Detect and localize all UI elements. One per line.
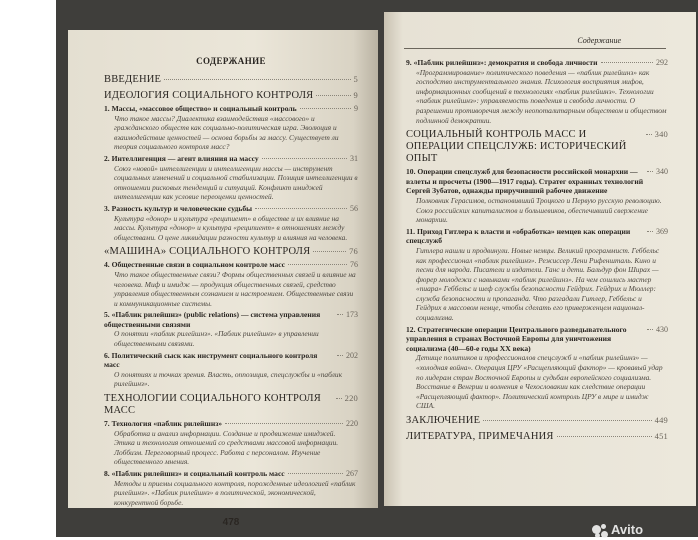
dot-leader bbox=[262, 158, 347, 159]
entry-title: ВВЕДЕНИЕ bbox=[104, 74, 162, 85]
dot-leader bbox=[337, 355, 343, 356]
entry-title: «МАШИНА» СОЦИАЛЬНОГО КОНТРОЛЯ bbox=[104, 246, 311, 258]
entry-page: 76 bbox=[350, 260, 358, 270]
toc-left bbox=[104, 56, 358, 529]
toc-section bbox=[104, 89, 358, 102]
dot-leader bbox=[316, 95, 350, 96]
toc-section bbox=[104, 73, 358, 86]
dot-leader bbox=[225, 423, 343, 424]
entry-page: 449 bbox=[654, 415, 668, 425]
dot-leader bbox=[647, 231, 653, 232]
dot-leader bbox=[300, 108, 351, 109]
entry-title: ТЕХНОЛОГИИ СОЦИАЛЬНОГО КОНТРОЛЯ МАСС bbox=[104, 393, 321, 417]
toc-chapter bbox=[406, 227, 668, 246]
entry-title: СОЦИАЛЬНЫЙ КОНТРОЛЬ МАСС И ОПЕРАЦИИ СПЕЦСЛУЖБ: ИСТОРИЧЕСКИЙ ОПЫТ bbox=[406, 129, 627, 165]
entry-title: 11. Приход Гитлера к власти и «обработка» немцев как операции спецслужб bbox=[406, 226, 631, 246]
entry-description: Детище политиков и профессионалов спецслужб и «паблик рилейшнз» — «холодная война». Операция ЦРУ «Расщепляющий фактор» — кровавый удар по лидерам стран Восточной Европы и судьбам европейского социализма. Восстание в Венгрии и волнения в Чехословакии как следствие операции «Расщепляющий фактор». Политический контроль ЦРУ в мире и имидж США. bbox=[416, 353, 663, 411]
entry-description: О понятии «паблик рилейшнз». «Паблик рилейшнз» в управлении общественными связями. bbox=[114, 329, 319, 349]
dot-leader bbox=[336, 398, 342, 399]
toc-section bbox=[406, 430, 668, 443]
dot-leader bbox=[557, 436, 652, 437]
toc-chapter bbox=[104, 104, 358, 114]
toc-section bbox=[104, 392, 358, 417]
entry-description: Что такое общественные связи? Формы общественных связей и влияние на человека. Миф и имидж — продукция общественных связей, средство управления общественным сознанием и настроением. Общественные связи и коммуникационные системы. bbox=[114, 269, 356, 308]
entry-description: Что такое массы? Диалектика взаимодействия «массового» и гражданского обществ как социально-политическая игра. Эволюция и взаимодействие ценностей — основа борьбы за массу. Существует ли теория социального контроля масс? bbox=[114, 113, 339, 152]
entry-description: О понятиях и точках зрения. Власть, оппозиция, спецслужбы и «паблик рилейшнз». bbox=[114, 369, 343, 389]
toc-section bbox=[104, 245, 358, 258]
entry-title: 3. Разность культур и человеческие судьбы bbox=[104, 203, 253, 213]
dot-leader bbox=[288, 473, 343, 474]
toc-chapter bbox=[104, 154, 358, 164]
toc-chapter bbox=[104, 204, 358, 214]
entry-title: 10. Операции спецслужб для безопасности российской монархии — взлеты и просчеты (1900—1917 годы). Стратег охранных технологий Сергей Зубатов, однажды приручивший рабочее движение bbox=[406, 167, 644, 196]
entry-description: Методы и приемы социального контроля, порожденные идеологией «паблик рилейшнз». «Паблик рилейшнз» в политической, экономической, конкурентной борьбе. bbox=[114, 478, 356, 507]
entry-title: ЗАКЛЮЧЕНИЕ bbox=[406, 415, 481, 426]
entry-page: 430 bbox=[656, 324, 668, 334]
dot-leader bbox=[483, 420, 651, 421]
entry-title: 1. Массы, «массовое общество» и социальный контроль bbox=[104, 104, 297, 113]
entry-title: 9. «Паблик рилейшнз»: демократия и свобода личности bbox=[406, 58, 598, 67]
avito-watermark bbox=[592, 522, 643, 538]
entry-page: 5 bbox=[353, 74, 358, 84]
toc-right bbox=[406, 56, 668, 445]
toc-chapter bbox=[104, 351, 358, 370]
entry-title: 7. Технология «паблик рилейшнз» bbox=[104, 419, 223, 429]
dot-leader bbox=[313, 251, 346, 252]
entry-page: 202 bbox=[346, 350, 358, 360]
entry-page: 340 bbox=[656, 167, 668, 177]
entry-page: 220 bbox=[344, 393, 358, 404]
running-head: Содержание bbox=[404, 36, 666, 49]
toc-chapter bbox=[104, 310, 358, 329]
entry-description: Полковник Герасимов, остановивший Троцкого и Первую русскую революцию. Союз российских капиталистов и большевиков, обеспечивший свержение монархии. bbox=[416, 195, 662, 225]
entry-title: 8. «Паблик рилейшнз» и социальный контроль масс bbox=[104, 469, 285, 478]
entry-page: 56 bbox=[350, 203, 358, 213]
entry-title: 6. Политический сыск как инструмент социального контроля масс bbox=[104, 350, 318, 370]
entry-page: 9 bbox=[353, 90, 358, 100]
avito-logo-icon bbox=[592, 524, 608, 538]
entry-page: 76 bbox=[349, 246, 358, 257]
dot-leader bbox=[255, 208, 347, 209]
entry-page: 451 bbox=[654, 431, 668, 441]
watermark-text: Avito bbox=[611, 522, 644, 537]
left-page bbox=[68, 30, 378, 529]
entry-page: 9 bbox=[354, 104, 358, 113]
toc-title: СОДЕРЖАНИЕ bbox=[196, 56, 266, 66]
entry-description: Обработка и анализ информации. Создание и продвижение имиджей. Этика и технология отношений со средствами массовой информации. Лоббизм. Переговорный процесс. Работа с персоналом. Изучение общественного мнения. bbox=[114, 428, 339, 467]
dot-leader bbox=[646, 134, 652, 135]
entry-title: 4. Общественные связи в социальном контроле масс bbox=[104, 260, 286, 270]
entry-page: 340 bbox=[654, 129, 668, 140]
dot-leader bbox=[164, 79, 350, 80]
right-page bbox=[384, 12, 696, 506]
toc-chapter bbox=[406, 58, 668, 68]
entry-title: 12. Стратегические операции Центрального разведывательного управления в странах Восточной Европы для уничтожения социализма (40—60-е годы XX века) bbox=[406, 324, 627, 353]
toc-chapter bbox=[104, 419, 358, 429]
entry-title: 5. «Паблик рилейшнз» (public relations) — система управления общественными связями bbox=[104, 310, 321, 329]
entry-description: Гитлера нашли и продвинули. Новые немцы. Великий программист. Геббельс как профессионал «паблик рилейшнз». Режиссер Лени Рифеншталь. Кино и песни для народа. Писатели и издатели. Ганс и дети. Бальдур фон Ширах — фюрер молодежи с навыками «паблик рилейшнз». На чем сошлись мастер «пиара» Геббельс и шеф службы безопасности Гейдрих. Гейдрих и Мюллер: служба безопасности и пропаганда. Что разгадали Гитлер, Геббельс и Гейдрих в массовом немце, чтобы сделать его приверженцем национал-социализма. bbox=[416, 245, 660, 323]
toc-chapter bbox=[406, 325, 668, 354]
entry-page: 31 bbox=[350, 153, 358, 163]
dot-leader bbox=[601, 62, 653, 63]
toc-chapter bbox=[104, 260, 358, 270]
entry-page: 173 bbox=[346, 310, 358, 320]
toc-section bbox=[406, 414, 668, 427]
entry-page: 292 bbox=[656, 58, 668, 67]
toc-chapter bbox=[406, 167, 668, 196]
dot-leader bbox=[337, 314, 343, 315]
entry-title: ЛИТЕРАТУРА, ПРИМЕЧАНИЯ bbox=[406, 431, 554, 442]
entry-description: «Программирование» политического поведения — «паблик рилейшнз» как господство инструментального знания. Психология восприятия мифов, информационных сообщений в технологиях «паблик рилейшнз». Технологии «паблик рилейшнз»: управляемость поведения и свобода личности. О разрешении противоречия между неопоталитарным обществом и обществом подлинной демократии. bbox=[416, 67, 667, 125]
entry-description: Союз «новой» интеллигенции и интеллигенции массы — инструмент социальных изменений и социальной стабилизации. Позиция интеллигенции в отношении рисковых тенденций и ситуаций. Конфликт имиджей интеллигенции как условие переоценки ценностей. bbox=[114, 163, 358, 202]
entry-page: 267 bbox=[346, 469, 358, 478]
entry-title: ИДЕОЛОГИЯ СОЦИАЛЬНОГО КОНТРОЛЯ bbox=[104, 90, 314, 101]
toc-chapter bbox=[104, 469, 358, 479]
dot-leader bbox=[647, 171, 653, 172]
dot-leader bbox=[647, 329, 653, 330]
entry-page: 220 bbox=[346, 419, 358, 429]
entry-title: 2. Интеллигенция — агент влияния на массу bbox=[104, 153, 259, 163]
entry-description: Культура «донор» и культура «реципиент» в обществе и их влияние на массы. Культура «донор» и культура «реципиент» в отношениях между обществами. О цене ликвидации разности культур и влияния на человека. bbox=[114, 213, 348, 242]
page-number: 478 bbox=[222, 517, 240, 529]
toc-section bbox=[406, 128, 668, 165]
dot-leader bbox=[288, 264, 347, 265]
entry-page: 369 bbox=[656, 226, 668, 236]
